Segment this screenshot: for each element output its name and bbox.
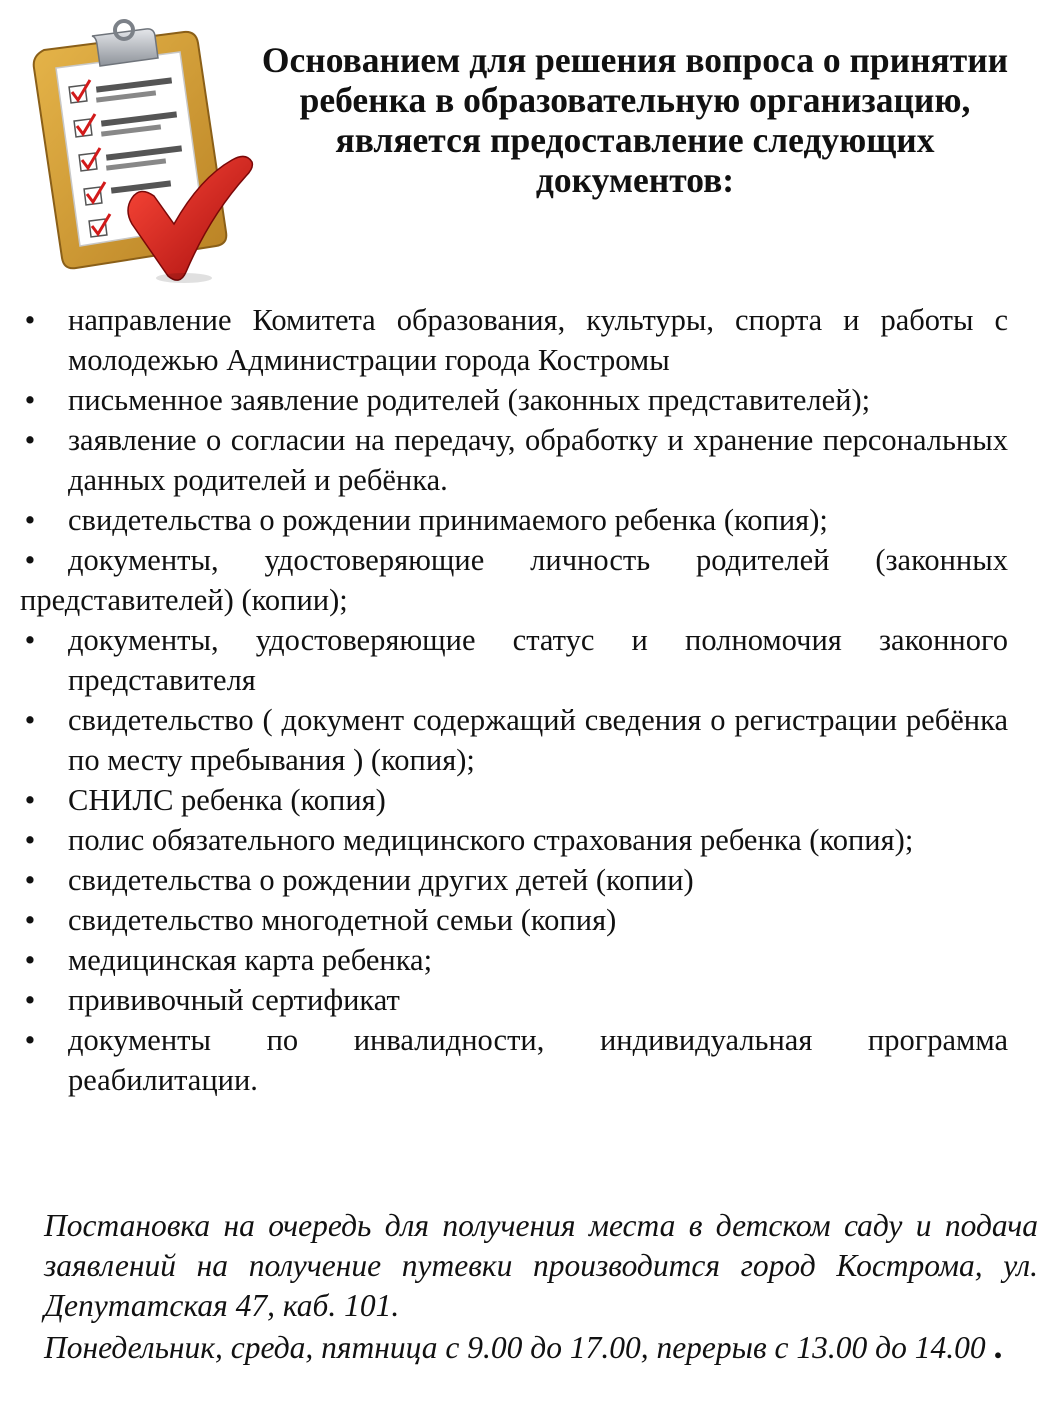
list-item — [20, 1020, 1008, 1100]
documents-list — [20, 300, 1008, 1100]
clipboard-checklist-icon — [14, 10, 254, 290]
list-item — [20, 860, 1008, 900]
bullet: • — [24, 383, 36, 417]
list-item-text: документы, удостоверяющие личность родителей (законных представителей) (копии); — [20, 543, 1008, 617]
list-item-text: письменное заявление родителей (законных представителей); — [68, 383, 871, 417]
bullet: • — [24, 983, 36, 1017]
queue-notice — [44, 1206, 1038, 1368]
schedule-text: Понедельник, среда, пятница с 9.00 до 17.00, перерыв с 13.00 до 14.00 — [44, 1330, 986, 1365]
list-item — [20, 700, 1008, 780]
bullet: • — [24, 703, 36, 737]
list-item — [20, 540, 1008, 620]
queue-info-text: Постановка на очередь для получения места в детском саду и подача заявлений на получение путевки производится город Кострома, ул. Депутатская 47, каб. 101. — [44, 1208, 1038, 1323]
bullet: • — [24, 943, 36, 977]
list-item — [20, 300, 1008, 380]
bullet: • — [24, 423, 36, 457]
bullet: • — [24, 903, 36, 937]
list-item-text: свидетельство ( документ содержащий сведения о регистрации ребёнка по месту пребывания ) (копия); — [68, 703, 1008, 777]
list-item — [20, 900, 1008, 940]
list-item-text: медицинская карта ребенка; — [68, 943, 433, 977]
list-item — [20, 780, 1008, 820]
bullet: • — [24, 303, 36, 337]
list-item-text: свидетельства о рождении принимаемого ребенка (копия); — [68, 503, 828, 537]
list-item-text: свидетельства о рождении других детей (копии) — [68, 863, 694, 897]
list-item — [20, 940, 1008, 980]
list-item-text: СНИЛС ребенка (копия) — [68, 783, 386, 817]
list-item-text: документы по инвалидности, индивидуальная программа реабилитации. — [68, 1023, 1008, 1097]
list-item-text: заявление о согласии на передачу, обработку и хранение персональных данных родителей и ребёнка. — [68, 423, 1008, 497]
list-item-text: прививочный сертификат — [68, 983, 400, 1017]
bullet: • — [24, 1023, 36, 1057]
bullet: • — [24, 783, 36, 817]
page-title: Основанием для решения вопроса о принятии ребенка в образовательную организацию, является предоставление следующих документов: — [261, 40, 1009, 200]
list-item — [20, 420, 1008, 500]
bullet: • — [24, 503, 36, 537]
list-item-text: полис обязательного медицинского страхования ребенка (копия); — [68, 823, 914, 857]
list-item — [20, 980, 1008, 1020]
bullet: • — [24, 863, 36, 897]
bullet: • — [24, 543, 36, 577]
list-item — [20, 820, 1008, 860]
list-item — [20, 500, 1008, 540]
list-item-text: свидетельство многодетной семьи (копия) — [68, 903, 617, 937]
list-item — [20, 380, 1008, 420]
list-item-text: документы, удостоверяющие статус и полномочия законного представителя — [68, 623, 1008, 697]
bullet: • — [24, 823, 36, 857]
schedule-end-mark: . — [993, 1326, 1003, 1366]
list-item — [20, 620, 1008, 700]
bullet: • — [24, 623, 36, 657]
list-item-text: направление Комитета образования, культуры, спорта и работы с молодежью Администрации города Костромы — [68, 303, 1008, 377]
schedule-paragraph — [44, 1326, 1038, 1368]
